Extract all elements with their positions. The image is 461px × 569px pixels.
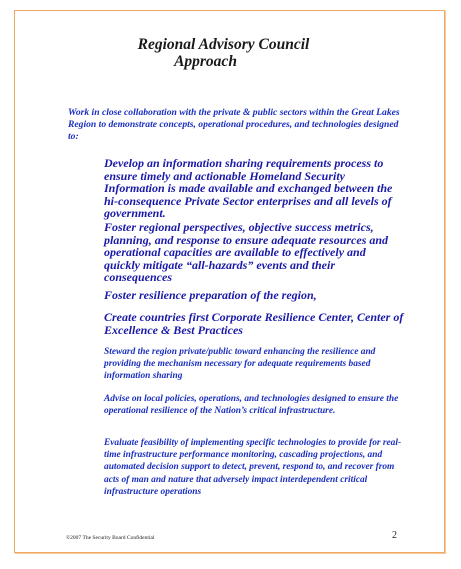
- footer-copyright: ©2007 The Security Board Confidential: [66, 535, 155, 541]
- item-evaluate-feasibility: Evaluate feasibility of implementing specific technologies to provide for real-time infrastructure performance monitoring, cascading projections, and automated decision support to detect, prevent, respond to, and recover from acts of man and nature that adversely impact interdependent critical infrastructure operations: [104, 438, 402, 497]
- page-title: [0, 36, 461, 70]
- page-number: 2: [392, 530, 397, 541]
- intro-paragraph: Work in close collaboration with the private & public sectors within the Great Lakes Region to demonstrate concepts, operational procedures, and technologies designed to:: [68, 107, 400, 143]
- item-resilience-center: Create countries first Corporate Resilience Center, Center of Excellence & Best Practices: [104, 310, 404, 337]
- item-steward-region: Steward the region private/public toward enhancing the resilience and providing the mechanism necessary for adequate requirements based information sharing: [104, 347, 376, 382]
- item-information-sharing: Develop an information sharing requirements process to ensure timely and actionable Homeland Security Information is made available and exchanged between the hi-consequence Private Sector enterprises and all levels of government.: [104, 156, 393, 221]
- item-advise-policies: Advise on local policies, operations, and technologies designed to ensure the operational resilience of the Nation’s critical infrastructure.: [104, 394, 399, 417]
- title-line-2: Approach: [174, 53, 237, 70]
- item-regional-perspectives: Foster regional perspectives, objective success metrics, planning, and response to ensure adequate resources and operational capacities are available to effectively and quickly mitigate “all-hazards” events and their consequences: [104, 220, 389, 285]
- item-resilience-preparation: Foster resilience preparation of the region,: [104, 288, 317, 302]
- title-line-1: Regional Advisory Council: [137, 36, 310, 53]
